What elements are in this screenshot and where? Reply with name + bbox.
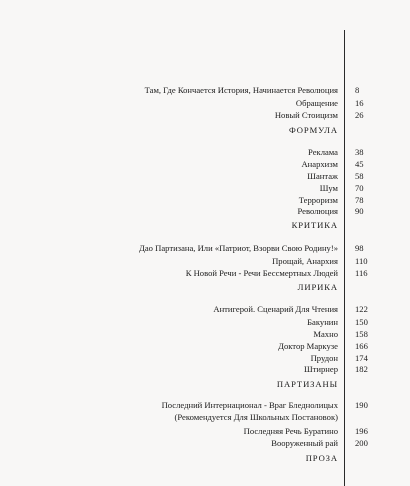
toc-entry-title: Шум xyxy=(319,183,338,193)
toc-entry-page: 122 xyxy=(355,304,368,314)
toc-entry-page: 8 xyxy=(355,85,360,95)
section-heading: ПРОЗА xyxy=(305,453,338,463)
toc-entry-title: Последняя Речь Буратино xyxy=(243,426,338,436)
toc-entry-page: 110 xyxy=(355,256,368,266)
toc-entry-title: Шантаж xyxy=(307,171,338,181)
toc-entry-page: 58 xyxy=(355,171,364,181)
toc-entry-title: К Новой Речи - Речи Бессмертных Людей xyxy=(185,268,338,278)
toc-entry-title: Вооруженный рай xyxy=(271,438,338,448)
toc-entry-title: Терроризм xyxy=(298,195,338,205)
toc-entry-page: 38 xyxy=(355,147,364,157)
toc-entry-title: Реклама xyxy=(308,147,338,157)
section-heading: ФОРМУЛА xyxy=(289,125,338,135)
toc-entry-title: Бакунин xyxy=(307,317,338,327)
toc-entry-page: 182 xyxy=(355,364,368,374)
toc-entry-title: Махно xyxy=(313,329,338,339)
toc-entry-page: 116 xyxy=(355,268,368,278)
toc-entry-title: Дао Партизана, Или «Патриот, Взорви Свою Родину!» xyxy=(139,243,338,253)
toc-entry-title: Прудон xyxy=(310,353,338,363)
toc-entry-page: 26 xyxy=(355,110,364,120)
toc-entry-page: 190 xyxy=(355,400,368,410)
toc-entry-title: Обращение xyxy=(295,98,338,108)
section-heading: КРИТИКА xyxy=(291,220,338,230)
toc-entry-title: Антигерой. Сценарий Для Чтения xyxy=(213,304,338,314)
vertical-divider-rule xyxy=(344,30,345,486)
toc-entry-title: (Рекомендуется Для Школьных Постановок) xyxy=(174,412,338,422)
toc-entry-title: Прощай, Анархия xyxy=(272,256,338,266)
toc-entry-page: 174 xyxy=(355,353,368,363)
toc-entry-title: Революция xyxy=(297,206,338,216)
section-heading: ЛИРИКА xyxy=(297,282,338,292)
toc-entry-title: Анархизм xyxy=(301,159,338,169)
toc-entry-page: 16 xyxy=(355,98,364,108)
toc-entry-page: 90 xyxy=(355,206,364,216)
toc-entry-page: 150 xyxy=(355,317,368,327)
toc-entry-page: 166 xyxy=(355,341,368,351)
section-heading: ПАРТИЗАНЫ xyxy=(276,379,338,389)
toc-entry-page: 98 xyxy=(355,243,364,253)
toc-entry-page: 78 xyxy=(355,195,364,205)
toc-entry-title: Доктор Маркузе xyxy=(278,341,338,351)
toc-entry-page: 45 xyxy=(355,159,364,169)
toc-entry-page: 200 xyxy=(355,438,368,448)
toc-entry-page: 158 xyxy=(355,329,368,339)
toc-entry-page: 70 xyxy=(355,183,364,193)
toc-entry-title: Новый Стоицизм xyxy=(274,110,338,120)
toc-entry-title: Последний Интернационал - Враг Бледнолицых xyxy=(161,400,338,410)
toc-entry-title: Штирнер xyxy=(303,364,338,374)
toc-entry-page: 196 xyxy=(355,426,368,436)
toc-entry-title: Там, Где Кончается История, Начинается Революция xyxy=(144,85,338,95)
